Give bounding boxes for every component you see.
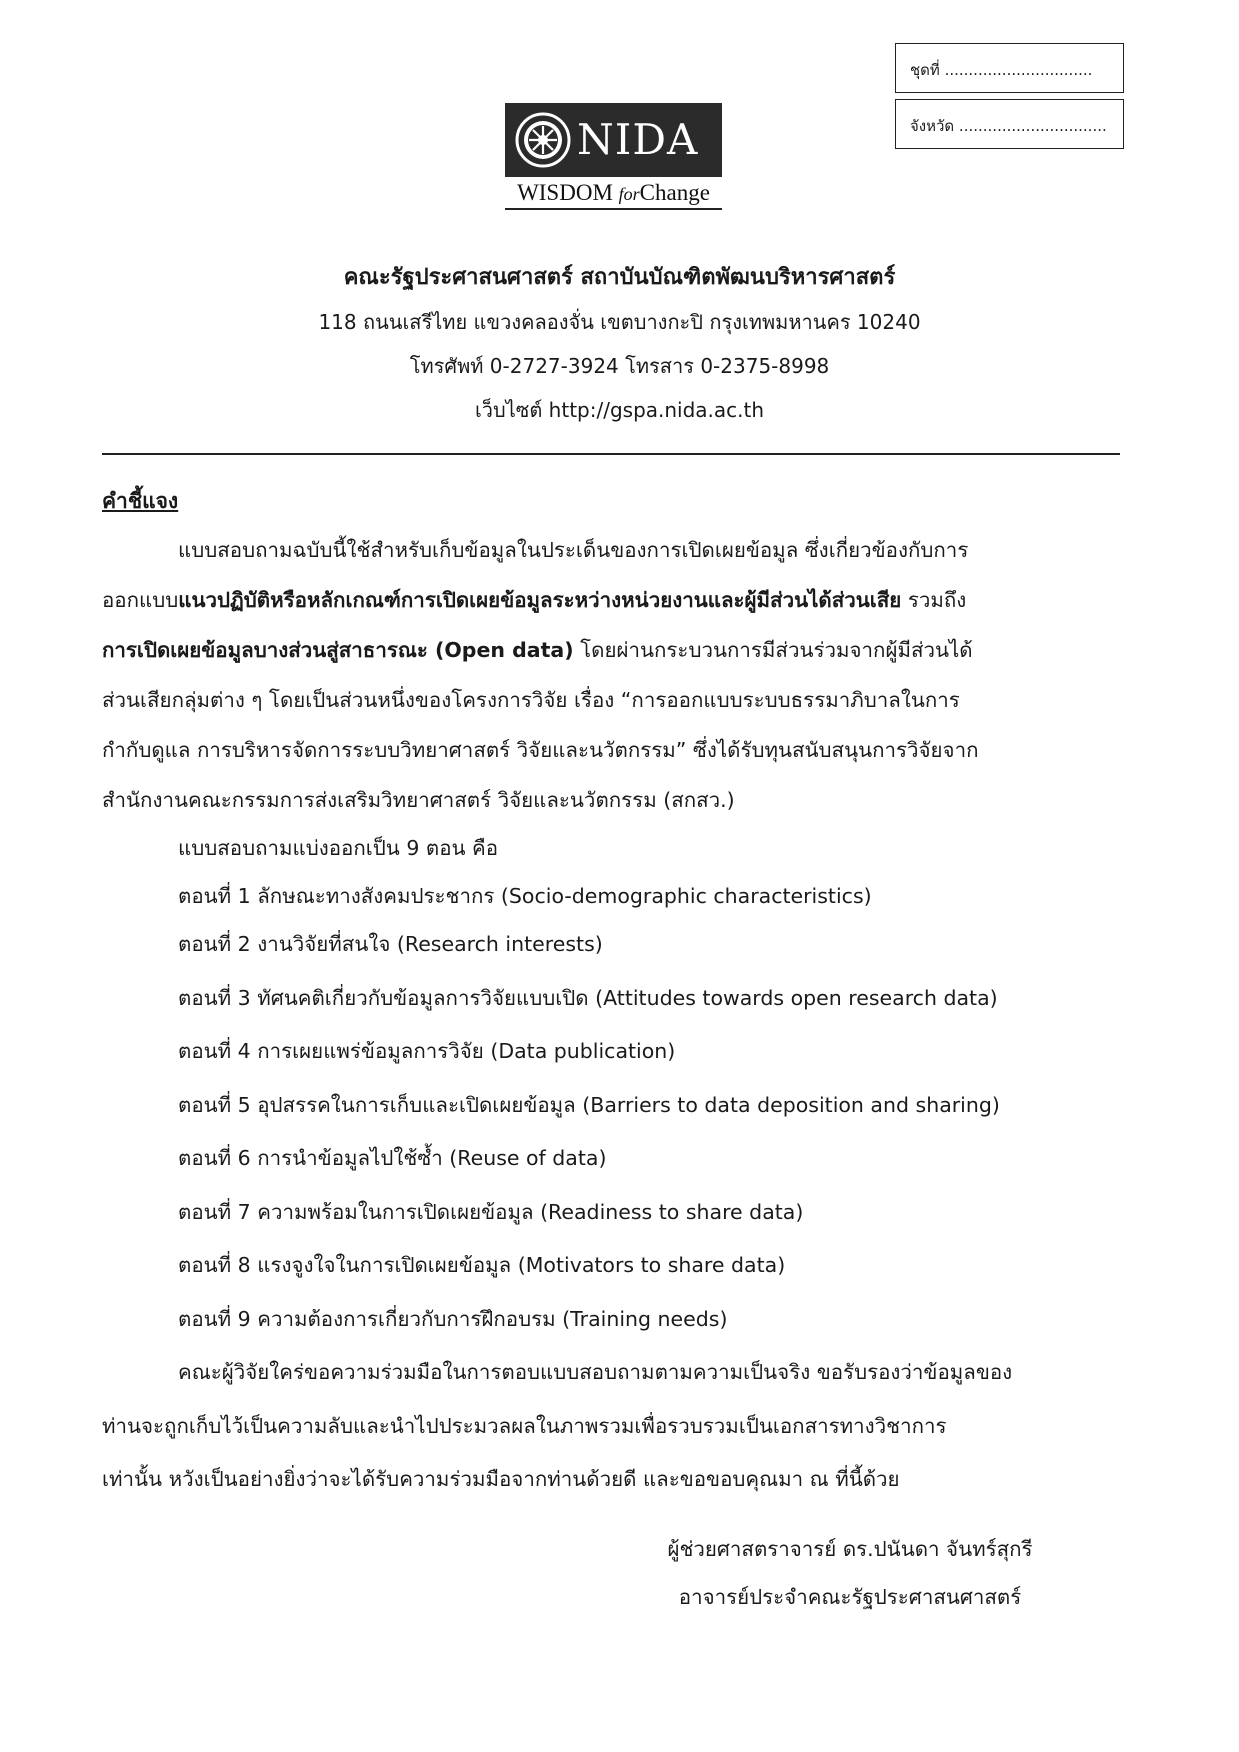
part-item: ตอนที่ 7 ความพร้อมในการเปิดเผยข้อมูล (Readiness to share data) [178,1200,804,1224]
faculty-name: คณะรัฐประศาสนศาสตร์ สถาบันบัณฑิตพัฒนบริหารศาสตร์ [343,265,896,290]
paragraph-line: เท่านั้น หวังเป็นอย่างยิ่งว่าจะได้รับความร่วมมือจากท่านด้วยดี และขอขอบคุณมา ณ ที่นี้ด้วย [102,1467,900,1491]
signatory-name: ผู้ช่วยศาสตราจารย์ ดร.ปนันดา จันทร์สุกรี [667,1537,1033,1561]
instructions-heading: คำชี้แจง [102,489,179,513]
nida-emblem-icon [513,110,573,170]
paragraph-line: คณะผู้วิจัยใคร่ขอความร่วมมือในการตอบแบบสอบถามตามความเป็นจริง ขอรับรองว่าข้อมูลของ [178,1360,1013,1384]
paragraph-line [102,635,1120,665]
faculty-website: เว็บไซต์ http://gspa.nida.ac.th [474,398,765,422]
province-label: จังหวัด ............................... [910,117,1107,135]
paragraph-line: สำนักงานคณะกรรมการส่งเสริมวิทยาศาสตร์ วิจัยและนวัตกรรม (สกสว.) [102,788,735,812]
nida-logo [505,103,722,177]
paragraph-line: แบบสอบถามฉบับนี้ใช้สำหรับเก็บข้อมูลในประเด็นของการเปิดเผยข้อมูล ซึ่งเกี่ยวข้องกับการ [178,538,969,562]
paragraph-line: ท่านจะถูกเก็บไว้เป็นความลับและนำไปประมวลผลในภาพรวมเพื่อรวบรวมเป็นเอกสารทางวิชาการ [102,1414,947,1438]
tagline-change: Change [639,180,710,205]
part-item: ตอนที่ 9 ความต้องการเกี่ยวกับการฝึกอบรม (Training needs) [178,1307,728,1331]
bold-text: การเปิดเผยข้อมูลบางส่วนสู่สาธารณะ (Open data) [102,638,574,662]
part-item: ตอนที่ 3 ทัศนคติเกี่ยวกับข้อมูลการวิจัยแบบเปิด (Attitudes towards open research data) [178,986,998,1010]
part-item: ตอนที่ 8 แรงจูงใจในการเปิดเผยข้อมูล (Motivators to share data) [178,1253,786,1277]
part-item: ตอนที่ 2 งานวิจัยที่สนใจ (Research interests) [178,932,603,956]
text-span: โดยผ่านกระบวนการมีส่วนร่วมจากผู้มีส่วนได้ [573,638,973,662]
faculty-address: 118 ถนนเสรีไทย แขวงคลองจั่น เขตบางกะปิ กรุงเทพมหานคร 10240 [318,310,921,334]
part-item: ตอนที่ 1 ลักษณะทางสังคมประชากร (Socio-demographic characteristics) [178,884,872,908]
set-number-box [895,43,1124,93]
faculty-phone: โทรศัพท์ 0-2727-3924 โทรสาร 0-2375-8998 [409,354,830,378]
part-item: ตอนที่ 6 การนำข้อมูลไปใช้ซ้ำ (Reuse of data) [178,1146,607,1170]
paragraph-line: ส่วนเสียกลุ่มต่าง ๆ โดยเป็นส่วนหนึ่งของโครงการวิจัย เรื่อง “การออกแบบระบบธรรมาภิบาลในการ [102,688,960,712]
parts-intro: แบบสอบถามแบ่งออกเป็น 9 ตอน คือ [178,836,499,860]
tagline-underline [505,208,722,210]
paragraph-line [102,585,1120,615]
tagline-wisdom: WISDOM [517,180,613,205]
header-divider [102,453,1120,455]
part-item: ตอนที่ 4 การเผยแพร่ข้อมูลการวิจัย (Data publication) [178,1039,676,1063]
logo-tagline [505,180,722,206]
signatory-title: อาจารย์ประจำคณะรัฐประศาสนศาสตร์ [678,1585,1022,1609]
paragraph-line: กำกับดูแล การบริหารจัดการระบบวิทยาศาสตร์ วิจัยและนวัตกรรม” ซึ่งได้รับทุนสนับสนุนการวิจัยจาก [102,738,979,762]
text-span: ออกแบบ [102,588,179,612]
logo-wordmark: NIDA [577,115,699,164]
set-number-label: ชุดที่ ............................... [910,61,1093,79]
tagline-for: for [618,184,640,204]
province-box [895,99,1124,149]
text-span: รวมถึง [901,588,967,612]
bold-text: แนวปฏิบัติหรือหลักเกณฑ์การเปิดเผยข้อมูลระหว่างหน่วยงานและผู้มีส่วนได้ส่วนเสีย [178,588,902,612]
part-item: ตอนที่ 5 อุปสรรคในการเก็บและเปิดเผยข้อมูล (Barriers to data deposition and sharing) [178,1093,1000,1117]
